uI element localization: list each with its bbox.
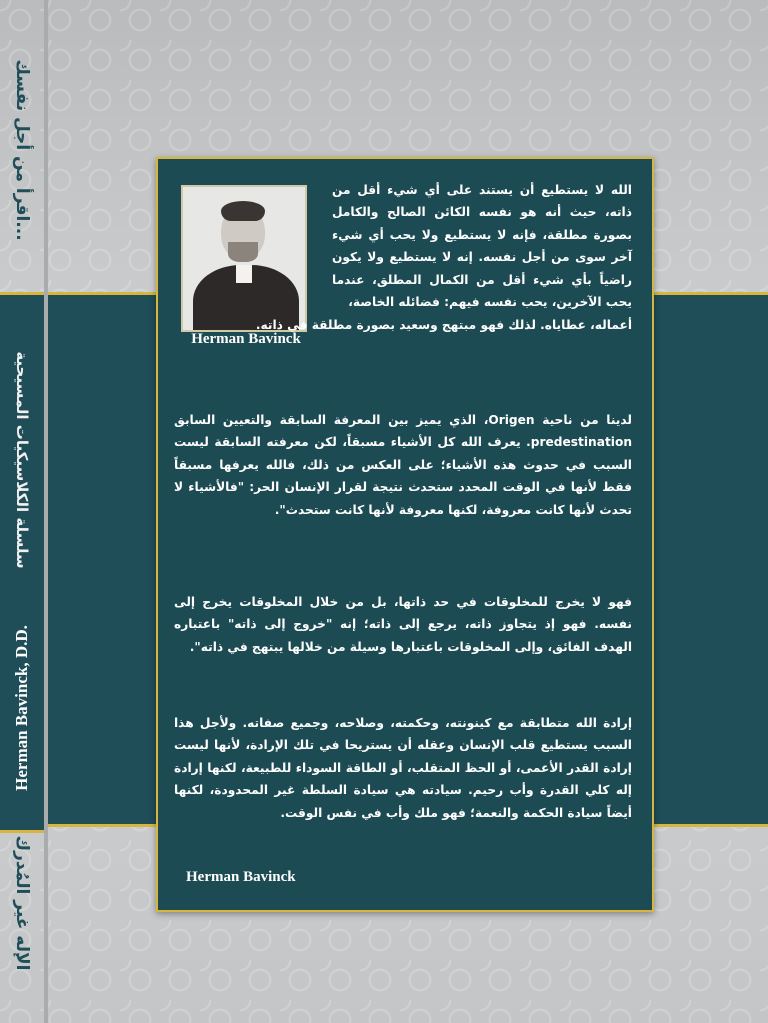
signature: Herman Bavinck: [186, 869, 296, 885]
photo-collar: [236, 265, 252, 283]
quote-paragraph-2: لدينا من ناحية Origen، الذي يميز بين المعرفة السابقة والتعيين السابق predestination. يعرف الله كل الأشياء مسبقاً، لكن معرفته السابقة ليست السبب في حدوث هذه الأشياء؛ على العكس من ذلك، فالله يعرفها مسبقاً فقط لأنها في الوقت المحدد ستحدث نتيجة لقرار الإنسان الحر: "فالأشياء لا تحدث لأنها كانت معروفة، لكنها معروفة لأنها كانت ستحدث".: [174, 413, 632, 517]
spine-author: Herman Bavinck, D.D.: [12, 625, 31, 791]
quote-paragraph-3: فهو لا يخرج للمخلوقات في حد ذاتها، بل من خلال المخلوقات يخرج إلى نفسه. فهو إذ يتجاوز ذاته، يرجع إلى ذاته؛ إنه "خروج إلى ذاته" باعتباره الهدف الفائق، وإلى المخلوقات باعتبارها وسيلة من خلالها يبتهج في ذاته".: [174, 595, 632, 654]
spine-tagline: اقرأ من أجل نفسك...: [12, 59, 32, 241]
quote-paragraph-1a: الله لا يستطيع أن يستند على أي شيء أقل من ذاته، حيث أنه هو نفسه الكائن الصالح والكامل بصورة مطلقة، فإنه لا يستطيع ولا يحب أي شيء آخر سوى من أجل نفسه. إنه لا يستطيع ولا يكون راضياً بأي شيء أقل من الكمال المطلق، عندما يحب الآخرين، يحب نفسه فيهم: فضائله الخاصة،: [332, 183, 632, 310]
photo-beard: [228, 242, 258, 262]
spine-book-title: الإله غير المُدرك: [12, 835, 32, 971]
author-photo: [181, 185, 307, 332]
quote-paragraph-1b: أعماله، عطاياه. لذلك فهو مبتهج وسعيد بصورة مطلقة في ذاته.: [255, 318, 632, 332]
photo-caption: Herman Bavinck: [191, 331, 301, 347]
back-cover-panel: [156, 157, 654, 912]
quote-paragraph-4: إرادة الله متطابقة مع كينونته، وحكمته، وصلاحه، وجميع صفاته. ولأجل هذا السبب يستطيع قلب الإنسان وعقله أن يستريحا في تلك الإرادة، لأنها ليست إرادة القدر الأعمى، أو الحظ المتقلب، أو الطاقة السوداء للطبيعة، لكنها إرادة إله كلي القدرة وأب رحيم. سيادته هي سيادة السلطة غير المحدودة، لكنها أيضاً سيادة الحكمة والنعمة؛ فهو ملك وأب في نفس الوقت.: [174, 716, 632, 820]
book-spine: [0, 0, 44, 1023]
photo-hair: [221, 201, 265, 221]
spine-series-title: سلسلة الكلاسيكيات المسيحية: [13, 351, 31, 569]
